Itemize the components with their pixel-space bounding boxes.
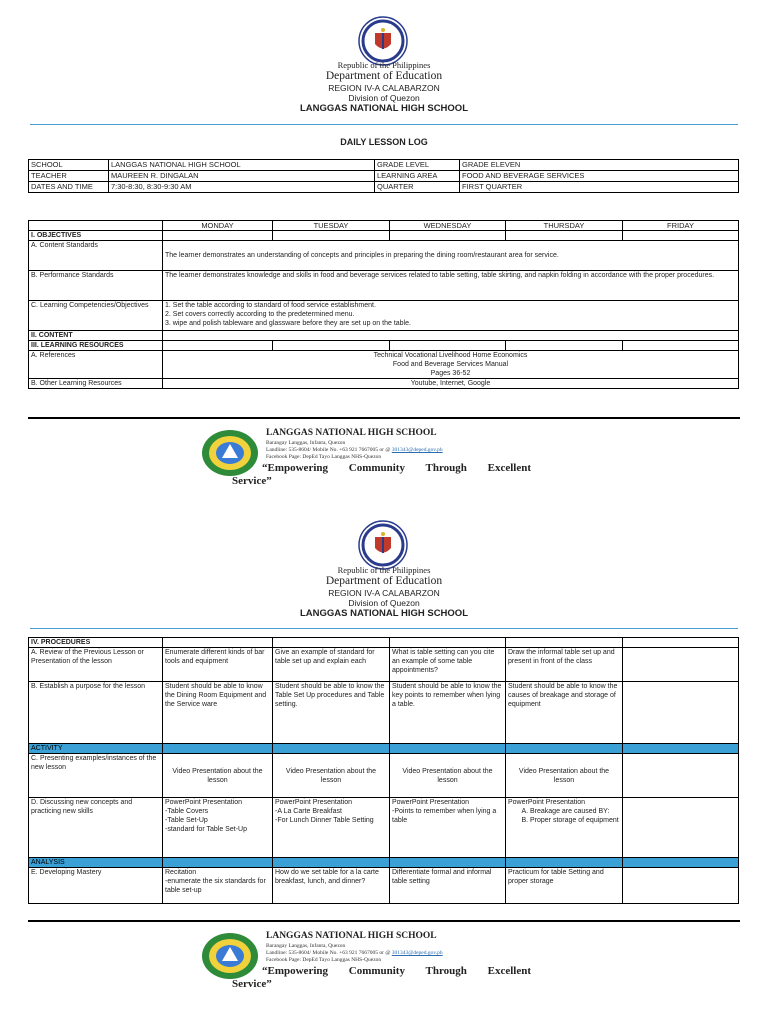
motto-line-1: “Empowering Community Through Excellent [262,462,532,474]
info-value: 7:30-8:30, 8:30-9:30 AM [109,182,375,193]
procedures-table [28,637,739,904]
footer-address: Barangay Langgas, Infanta, Quezon [266,943,346,949]
list-item: B. Proper storage of equipment [530,816,620,825]
cell-line: PowerPoint Presentation [165,799,243,806]
row-label: B. Performance Standards [29,271,163,301]
day-cell [506,798,623,858]
day-header: FRIDAY [623,221,739,231]
analysis-band [29,858,739,868]
info-row [29,171,739,182]
day-cell: Student should be able to know the Table Set Up procedures and Table setting. [273,682,390,744]
presenting-row [29,754,739,798]
cell-line: -Points to remember when lying a table [392,808,497,824]
letterhead [0,60,768,114]
day-cell: Video Presentation about the lesson [390,754,506,798]
day-header: WEDNESDAY [390,221,506,231]
info-label: QUARTER [375,182,460,193]
day-header-row [29,221,739,231]
day-cell: Video Presentation about the lesson [163,754,273,798]
document-title: DAILY LESSON LOG [340,137,428,147]
school-logo-icon [200,931,260,981]
letterhead [0,565,768,619]
review-row [29,648,739,682]
section-heading: III. LEARNING RESOURCES [29,341,163,351]
day-cell [163,798,273,858]
content-standards-row [29,241,739,271]
day-cell: What is table setting can you cite an example of some table appointments? [390,648,506,682]
content-standards-text: The learner demonstrates an understanding of concepts and principles in preparing the dining room/restaurant area for service. [163,241,739,271]
day-header: THURSDAY [506,221,623,231]
lesson-table [28,220,739,389]
day-cell: Draw the informal table set up and present in front of the class [506,648,623,682]
objectives-heading-row [29,231,739,241]
motto-line-1: “Empowering Community Through Excellent [262,965,532,977]
day-cell [163,868,273,904]
footer-contact-text: Landline: 535-8604/ Mobile No. +63 921 7667005 or @ [266,447,391,453]
footer-facebook: Facebook Page: DepEd Tayo Langgas NHS-Quezon [266,454,382,460]
info-value: LANGGAS NATIONAL HIGH SCHOOL [109,160,375,171]
cell-line: -Table Covers [165,808,209,815]
mastery-row [29,868,739,904]
footer-facebook: Facebook Page: DepEd Tayo Langgas NHS-Quezon [266,957,382,963]
info-row [29,182,739,193]
footer-contact [266,447,443,453]
deped-seal-icon [358,520,408,570]
department-label: Department of Education [325,575,443,587]
row-label: C. Presenting examples/instances of the new lesson [29,754,163,798]
info-label: SCHOOL [29,160,109,171]
cell-line: -For Lunch Dinner Table Setting [275,817,374,824]
day-cell [273,798,390,858]
day-header: TUESDAY [273,221,390,231]
competency-item: 3. wipe and polish tableware and glassware before they are set up on the table. [165,320,411,327]
row-label: B. Other Learning Resources [29,379,163,389]
performance-standards-text: The learner demonstrates knowledge and skills in food and beverage services related to table setting, table skirting, and napkin folding in accordance with the proper procedures. [163,271,739,301]
section-heading: I. OBJECTIVES [29,231,163,241]
row-label: A. Review of the Previous Lesson or Presentation of the lesson [29,648,163,682]
band-label: ACTIVITY [29,744,163,754]
day-cell: Differentiate formal and informal table setting [390,868,506,904]
footer-school-name: LANGGAS NATIONAL HIGH SCHOOL [266,428,437,438]
day-cell: Student should be able to know the Dining Room Equipment and the Service ware [163,682,273,744]
section-heading: IV. PROCEDURES [29,638,163,648]
cell-line: PowerPoint Presentation [275,799,353,806]
day-cell [390,798,506,858]
cell-line: Recitation [165,869,197,876]
region-label: REGION IV-A CALABARZON [328,588,440,598]
cell-line: -enumerate the six standards for table set-up [165,878,266,894]
row-label: D. Discussing new concepts and practicing new skills [29,798,163,858]
cell-line: PowerPoint Presentation [508,799,586,806]
resources-heading-row [29,341,739,351]
day-cell: How do we set table for a la carte breakfast, lunch, and dinner? [273,868,390,904]
footer-contact-text: Landline: 535-8604/ Mobile No. +63 921 7667005 or @ [266,950,391,956]
info-value: GRADE ELEVEN [460,160,739,171]
content-heading-row [29,331,739,341]
competencies-row [29,301,739,331]
footer-email-link[interactable]: 301343@deped.gov.ph [391,447,443,453]
day-cell: Student should be able to know the key points to remember when lying a table. [390,682,506,744]
header-divider [30,124,738,125]
other-resources-row [29,379,739,389]
info-value: MAUREEN R. DINGALAN [109,171,375,182]
references-row [29,351,739,379]
info-label: LEARNING AREA [375,171,460,182]
day-header: MONDAY [163,221,273,231]
header-divider [30,628,738,629]
cell-line: -standard for Table Set-Up [165,826,247,833]
motto-line-2: Service” [232,475,272,487]
footer-divider [28,417,740,419]
cell-line: -Table Set-Up [165,817,208,824]
section-heading: II. CONTENT [29,331,163,341]
motto-line-2: Service” [232,978,272,990]
deped-seal-icon [358,16,408,66]
info-value: FOOD AND BEVERAGE SERVICES [460,171,739,182]
reference-item: Food and Beverage Services Manual [392,361,509,368]
page-1 [0,0,768,503]
row-label: B. Establish a purpose for the lesson [29,682,163,744]
division-label: Division of Quezon [348,93,420,103]
reference-item: Pages 36-52 [430,370,471,377]
footer-school-name: LANGGAS NATIONAL HIGH SCHOOL [266,931,437,941]
info-label: DATES AND TIME [29,182,109,193]
footer-address: Barangay Langgas, Infanta, Quezon [266,440,346,446]
cell-list [508,807,620,825]
day-cell: Video Presentation about the lesson [506,754,623,798]
info-row [29,160,739,171]
info-label: TEACHER [29,171,109,182]
activity-band [29,744,739,754]
region-label: REGION IV-A CALABARZON [328,83,440,93]
reference-item: Technical Vocational Livelihood Home Economics [373,352,528,359]
school-label: LANGGAS NATIONAL HIGH SCHOOL [299,103,468,114]
row-label: E. Developing Mastery [29,868,163,904]
day-cell: Enumerate different kinds of bar tools and equipment [163,648,273,682]
other-resources-value: Youtube, Internet, Google [163,379,739,389]
list-item: A. Breakage are caused BY: [530,807,620,816]
procedures-heading-row [29,638,739,648]
footer-divider [28,920,740,922]
page-2 [0,503,768,1024]
discussing-row [29,798,739,858]
references-cell [163,351,739,379]
footer-email-link[interactable]: 301343@deped.gov.ph [391,950,443,956]
band-label: ANALYSIS [29,858,163,868]
footer-contact [266,950,443,956]
row-label: A. Content Standards [29,241,163,271]
competencies-cell [163,301,739,331]
day-cell: Practicum for table Setting and proper storage [506,868,623,904]
day-cell: Student should be able to know the causes of breakage and storage of equipment [506,682,623,744]
row-label: C. Learning Competencies/Objectives [29,301,163,331]
cell-line: -A La Carte Breakfast [275,808,342,815]
school-label: LANGGAS NATIONAL HIGH SCHOOL [299,608,468,619]
purpose-row [29,682,739,744]
info-table [28,159,739,193]
republic-label: Republic of the Philippines [337,60,431,70]
division-label: Division of Quezon [348,598,420,608]
info-label: GRADE LEVEL [375,160,460,171]
cell-line: PowerPoint Presentation [392,799,470,806]
competency-item: 1. Set the table according to standard of food service establishment. [165,302,376,309]
info-value: FIRST QUARTER [460,182,739,193]
day-cell: Video Presentation about the lesson [273,754,390,798]
school-logo-icon [200,428,260,478]
row-label: A. References [29,351,163,379]
department-label: Department of Education [325,70,443,82]
republic-label: Republic of the Philippines [337,565,431,575]
competency-item: 2. Set covers correctly according to the predetermined menu. [165,311,355,318]
day-cell: Give an example of standard for table set up and explain each [273,648,390,682]
performance-standards-row [29,271,739,301]
